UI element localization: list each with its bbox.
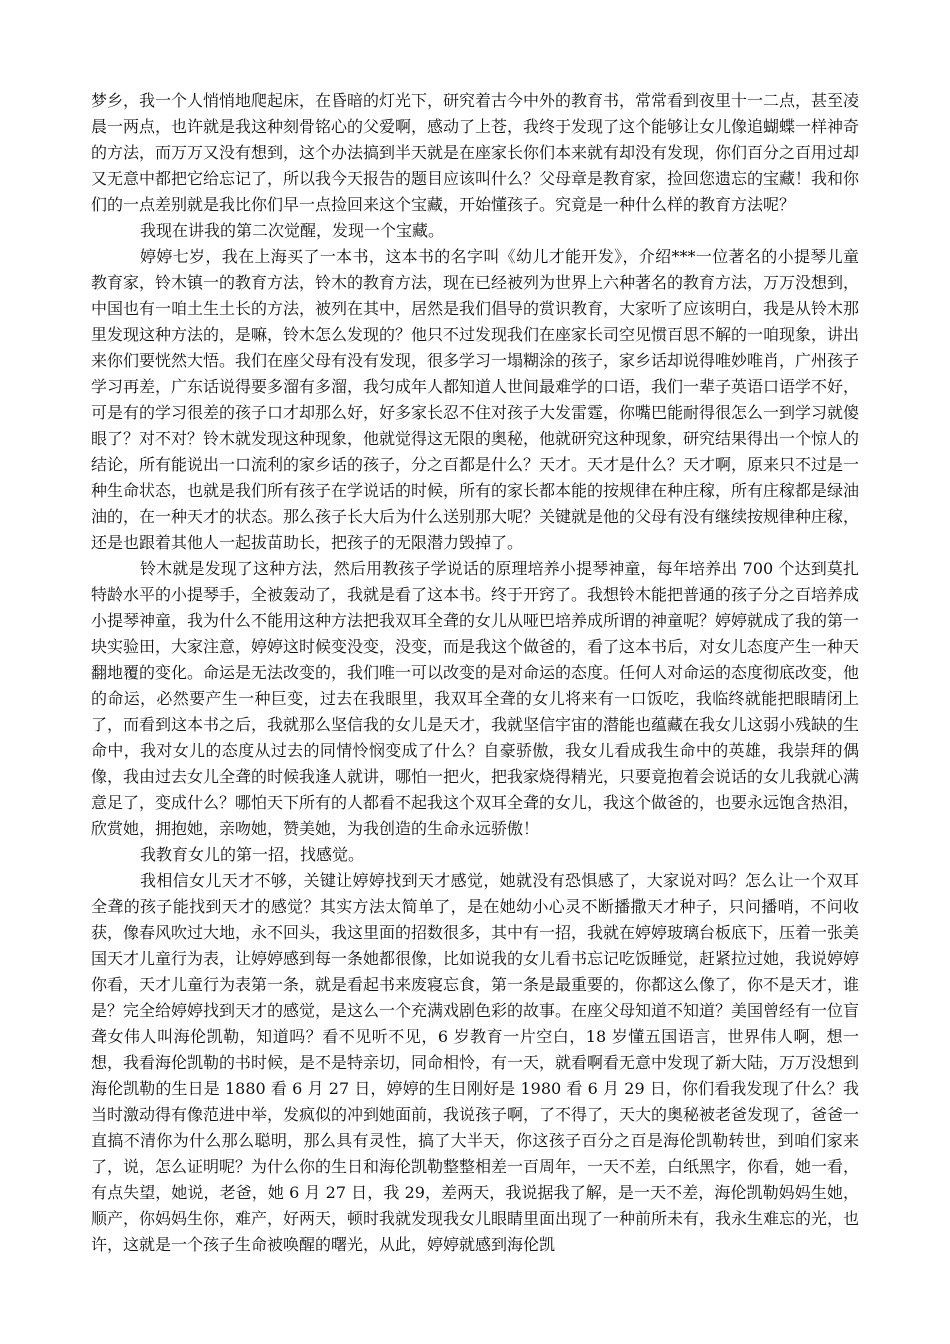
paragraph-helen-keller: 我相信女儿天才不够，关键让婷婷找到天才感觉，她就没有恐惧感了，大家说对吗？怎么让一个双耳全聋的孩子能找到天才的感觉？其实方法太简单了，是在她幼小心灵不断播撒天才种子，只问播哨，不问收获，像春风吹过大地，永不回头，我这里面的招数很多，其中有一招，我就在婷婷玻璃台板底下，压着一张美国天才儿童行为表，让婷婷感到每一条她都很像，比如说我的女儿看书忘记吃饭睡觉，赶紧拉过她，我说婷婷你看，天才儿童行为表第一条，就是看起书来废寝忘食，第一条是最重要的，你都这么像了，你不是天才，谁是？完全给婷婷找到天才的感觉，是这么一个充满戏剧色彩的故事。在座父母知道不知道？美国曾经有一位盲聋女伟人叫海伦凯勒，知道吗？看不见听不见，6 岁教育一片空白，18 岁懂五国语言，世界伟人啊，想一想，我看海伦凯勒的书时候，是不是特亲切，同命相怜，有一天，就看啊看无意中发现了新大陆，万万没想到海伦凯勒的生日是 1880 看 6 月 27 日，婷婷的生日刚好是 1980 看 6 月 29 日，你们看我发现了什么？我当时激动得有像范进中举，发疯似的冲到她面前，我说孩子啊，了不得了，天大的奥秘被老爸发现了，爸爸一直搞不清你为什么那么聪明，那么具有灵性，搞了大半天，你这孩子百分之百是海伦凯勒转世，到咱们家来了，说，怎么证明呢？为什么你的生日和海伦凯勒整整相差一百周年，一天不差，白纸黑字，你看，她一看，有点失望，她说，老爸，她 6 月 27 日，我 29，差两天，我说据我了解，是一天不差，海伦凯勒妈妈生她，顺产，你妈妈生你，难产，好两天，顿时我就发现我女儿眼睛里面出现了一种前所未有，我永生难忘的光，也许，这就是一个孩子生命被唤醒的曙光，从此，婷婷就感到海伦凯 — [91, 871, 860, 1254]
paragraph-second-awakening: 我现在讲我的第二次觉醒，发现一个宝藏。 — [140, 221, 445, 240]
paragraph-first-trick: 我教育女儿的第一招，找感觉。 — [140, 845, 365, 864]
paragraph-continued: 梦乡，我一个人悄悄地爬起床，在昏暗的灯光下，研究着古今中外的教育书，常常看到夜里十一二点，甚至凌晨一两点，也许就是我这种刻骨铭心的父爱啊，感动了上苍，我终于发现了这个能够让女儿像追蝴蝶一样神奇的方法，而万万又没有想到，这个办法搞到半天就是在座家长你们本来就有却没有发现，你们百分之百用过却又无意中都把它给忘记了，所以我今天报告的题目应该叫什么？父母章是教育家，捡回您遗忘的宝藏！我和你们的一点差别就是我比你们早一点捡回来这个宝藏，开始懂孩子。究竟是一种什么样的教育方法呢？ — [91, 91, 860, 214]
document-page — [91, 88, 859, 1258]
paragraph-suzuki-book: 婷婷七岁，我在上海买了一本书，这本书的名字叫《幼儿才能开发》，介绍***一位著名的小提琴儿童教育家，铃木镇一的教育方法，铃木的教育方法，现在已经被列为世界上六种著名的教育方法，万万没想到，中国也有一咱土生土长的方法，被列在其中，居然是我们倡导的赏识教育，大家听了应该明白，我是从铃木那里发现这种方法的，是嘛，铃木怎么发现的？他只不过发现我们在座家长司空见惯百思不解的一咱现象，讲出来你们要恍然大悟。我们在座父母有没有发现，很多学习一塌糊涂的孩子，家乡话却说得唯妙唯肖，广州孩子学习再差，广东话说得要多溜有多溜，我匀成年人都知道人世间最难学的口语，我们一辈子英语口语学不好，可是有的学习很差的孩子口才却那么好，好多家长忍不住对孩子大发雷霆，你嘴巴能耐得很怎么一到学习就傻眼了？对不对？铃木就发现这种现象，他就觉得这无限的奥秘，他就研究这种现象，研究结果得出一个惊人的结论，所有能说出一口流利的家乡话的孩子，分之百都是什么？天才。天才是什么？天才啊，原来只不过是一种生命状态，也就是我们所有孩子在学说话的时候，所有的家长都本能的按规律在种庄稼，所有庄稼都是绿油油的，在一种天才的状态。那么孩子长大后为什么送别那大呢？关键就是他的父母有没有继续按规律种庄稼，还是也跟着其他人一起拔苗助长，把孩子的无限潜力毁掉了。 — [91, 247, 860, 552]
paragraph-suzuki-method: 铃木就是发现了这种方法，然后用教孩子学说话的原理培养小提琴神童，每年培养出 700 个达到莫扎特龄水平的小提琴手，全被轰动了，我就是看了这本书。终于开窍了。我想铃木能把普通的孩子分之百培养成小提琴神童，我为什么不能用这种方法把我双耳全聋的女儿从哑巴培养成所谓的神童呢？婷婷就成了我的第一块实验田，大家注意，婷婷这时候变没变，没变，而是我这个做爸的，看了这本书后，对女儿态度产生一种天翻地覆的变化。命运是无法改变的，我们唯一可以改变的是对命运的态度。任何人对命运的态度彻底改变，他的命运，必然要产生一种巨变，过去在我眼里，我双耳全聋的女儿将来有一口饭吃，我临终就能把眼睛闭上了，而看到这本书之后，我就那么坚信我的女儿是天才，我就坚信宇宙的潜能也蕴藏在我女儿这弱小残缺的生命中，我对女儿的态度从过去的同情怜悯变成了什么？自豪骄傲，我女儿看成我生命中的英雄，我崇拜的偶像，我由过去女儿全聋的时候我逢人就讲，哪怕一把火，把我家烧得精光，只要竟抱着会说话的女儿我就心满意足了，变成什么？哪怕天下所有的人都看不起我这个双耳全聋的女儿，我这个做爸的，也要永远饱含热泪，欣赏她，拥抱她，亲吻她，赞美她，为我创造的生命永远骄傲！ — [91, 559, 860, 838]
